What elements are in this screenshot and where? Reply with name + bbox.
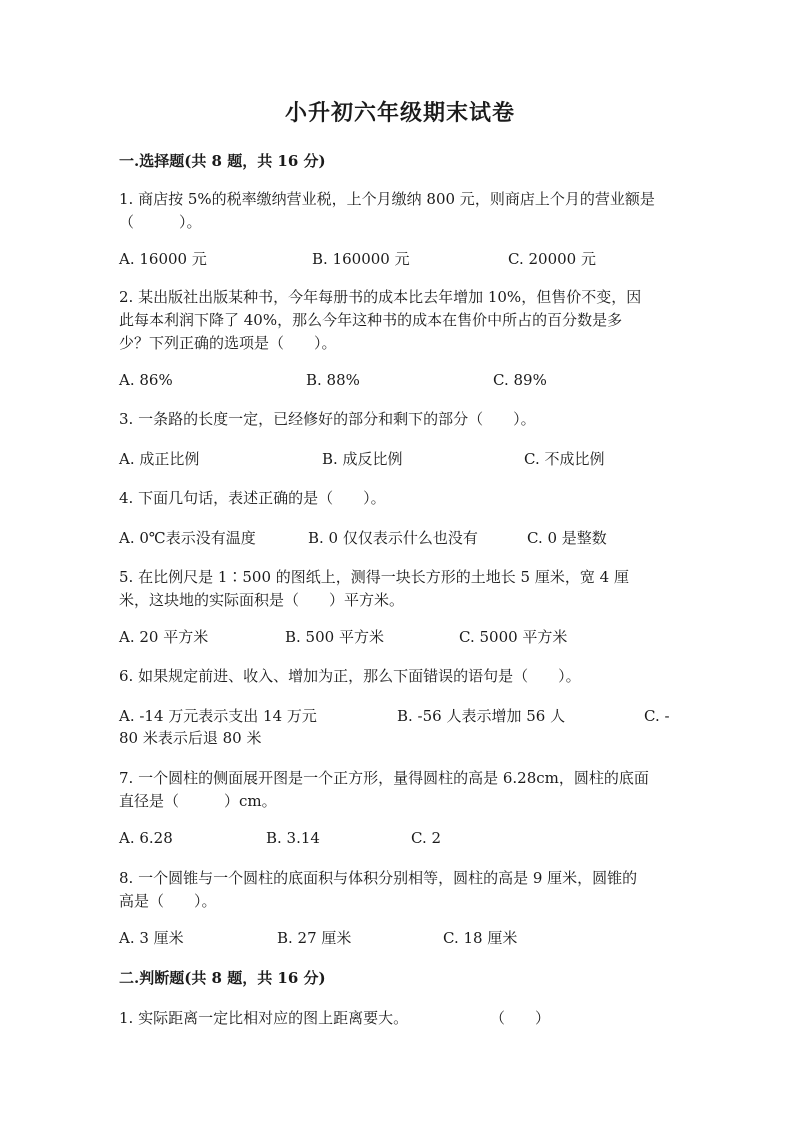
section-heading-choice: 一.选择题(共 8 题，共 16 分) [119,152,326,170]
option-c: C. - [644,707,670,725]
question-text-line: 米，这块地的实际面积是（ ）平方米。 [119,591,405,609]
judge-question-1 [119,1007,679,1030]
option-b: B. 27 厘米 [277,929,352,947]
question-text-line: （ ）。 [119,213,202,231]
option-a: A. 成正比例 [119,450,200,468]
option-a: A. 6.28 [119,829,173,847]
question-text-line: 1. 商店按 5%的税率缴纳营业税，上个月缴纳 800 元，则商店上个月的营业额是 [119,190,655,208]
question-text-line: 直径是（ ）cm。 [119,792,277,810]
option-a: A. 3 厘米 [119,929,184,947]
page-title: 小升初六年级期末试卷 [284,100,515,126]
option-c: C. 20000 元 [508,250,596,268]
option-c: C. 不成比例 [524,450,605,468]
option-b: B. 3.14 [266,829,320,847]
section-heading-judge: 二.判断题(共 8 题，共 16 分) [119,969,326,987]
option-b: B. 0 仅仅表示什么也没有 [308,529,478,547]
option-a: A. 86% [119,371,173,389]
question-text-line: 8. 一个圆锥与一个圆柱的底面积与体积分别相等，圆柱的高是 9 厘米，圆锥的 [119,869,638,887]
question-6 [119,665,679,688]
question-text-line: 4. 下面几句话，表述正确的是（ ）。 [119,489,386,507]
question-text-line: 5. 在比例尺是 1∶500 的图纸上，测得一块长方形的土地长 5 厘米，宽 4 厘 [119,568,629,586]
question-1 [119,188,679,234]
question-text-line: 高是（ ）。 [119,892,217,910]
option-c: C. 18 厘米 [443,929,518,947]
option-b: B. -56 人表示增加 56 人 [397,707,566,725]
option-a: A. 20 平方米 [119,628,209,646]
question-text-line: 此每本利润下降了 40%，那么今年这种书的成本在售价中所占的百分数是多 [119,311,623,329]
question-text-line: 3. 一条路的长度一定，已经修好的部分和剩下的部分（ ）。 [119,410,536,428]
option-a: A. 16000 元 [119,250,207,268]
question-7 [119,767,679,813]
option-b: B. 88% [306,371,360,389]
question-text-line: 少？下列正确的选项是（ ）。 [119,334,337,352]
option-c: C. 0 是整数 [527,529,607,547]
option-b: B. 500 平方米 [285,628,384,646]
option-c: C. 5000 平方米 [459,628,568,646]
question-4 [119,487,679,510]
question-8 [119,867,679,913]
question-5 [119,566,679,612]
question-text-line: 6. 如果规定前进、收入、增加为正，那么下面错误的语句是（ ）。 [119,667,581,685]
option-c: C. 2 [411,829,442,847]
option-b: B. 160000 元 [312,250,410,268]
question-text-line: 2. 某出版社出版某种书，今年每册书的成本比去年增加 10%，但售价不变，因 [119,288,642,306]
question-text-line: 7. 一个圆柱的侧面展开图是一个正方形，量得圆柱的高是 6.28cm，圆柱的底面 [119,769,649,787]
answer-blank: （ ） [490,1009,551,1027]
question-text: 1. 实际距离一定比相对应的图上距离要大。 [119,1009,409,1027]
option-a: A. 0℃表示没有温度 [119,529,256,547]
option-c-continued: 80 米表示后退 80 米 [119,729,262,747]
question-2 [119,286,679,355]
option-b: B. 成反比例 [322,450,403,468]
question-3 [119,408,679,431]
option-c: C. 89% [493,371,547,389]
option-a: A. -14 万元表示支出 14 万元 [119,707,317,725]
